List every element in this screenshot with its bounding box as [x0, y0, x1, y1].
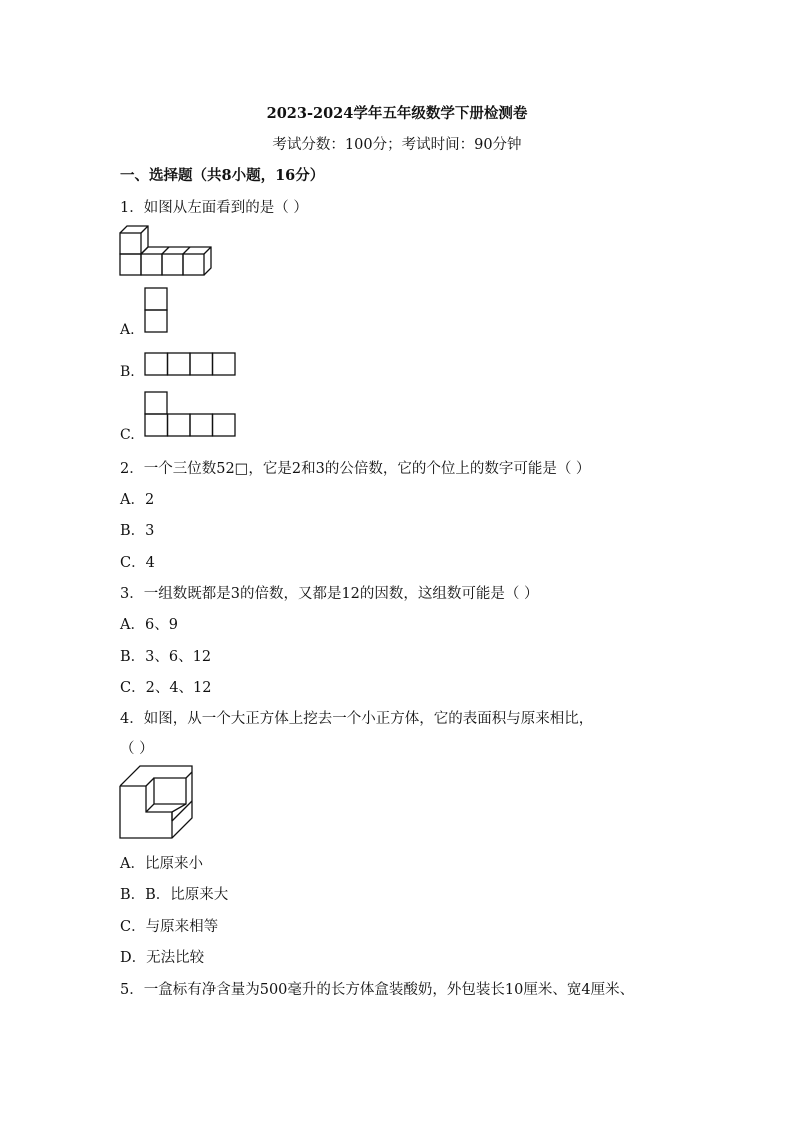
question-3-option-a[interactable]: A．6、9: [120, 617, 178, 633]
question-1-option-c[interactable]: C.: [120, 427, 135, 443]
question-4-figure-cube: [120, 766, 195, 841]
question-1-option-c-figure: [145, 392, 239, 440]
question-1-option-b[interactable]: B.: [120, 364, 135, 380]
question-1-stem: 1．如图从左面看到的是（ ）: [120, 200, 308, 216]
question-5-stem: 5．一盒标有净含量为500毫升的长方体盒装酸奶，外包装长10厘米、宽4厘米、: [120, 982, 635, 998]
question-2-option-b[interactable]: B．3: [120, 523, 155, 539]
question-4-option-c[interactable]: C．与原来相等: [120, 919, 219, 935]
question-1-option-a[interactable]: A.: [120, 322, 135, 338]
question-4-option-d[interactable]: D．无法比较: [120, 950, 205, 966]
question-2-option-a[interactable]: A．2: [120, 492, 155, 508]
exam-info: 考试分数：100分；考试时间：90分钟: [272, 137, 522, 153]
question-4-option-b[interactable]: B．B．比原来大: [120, 887, 229, 903]
question-3-option-c[interactable]: C．2、4、12: [120, 680, 212, 696]
question-2-stem: 2．一个三位数52□，它是2和3的公倍数，它的个位上的数字可能是（ ）: [120, 461, 591, 477]
section-heading: 一、选择题（共8小题，16分）: [120, 167, 325, 184]
question-4-stem-continued: （ ）: [120, 741, 154, 757]
question-1-figure-cubes: [120, 226, 215, 276]
question-4-option-a[interactable]: A．比原来小: [120, 856, 203, 872]
page-title: 2023-2024学年五年级数学下册检测卷: [266, 105, 528, 122]
question-3-option-b[interactable]: B．3、6、12: [120, 649, 212, 665]
question-3-stem: 3．一组数既都是3的倍数，又都是12的因数，这组数可能是（ ）: [120, 586, 539, 602]
question-4-stem: 4．如图，从一个大正方体上挖去一个小正方体，它的表面积与原来相比，: [120, 711, 594, 727]
question-1-option-a-figure: [145, 288, 169, 336]
question-1-option-b-figure: [145, 353, 239, 377]
question-2-option-c[interactable]: C．4: [120, 555, 155, 571]
